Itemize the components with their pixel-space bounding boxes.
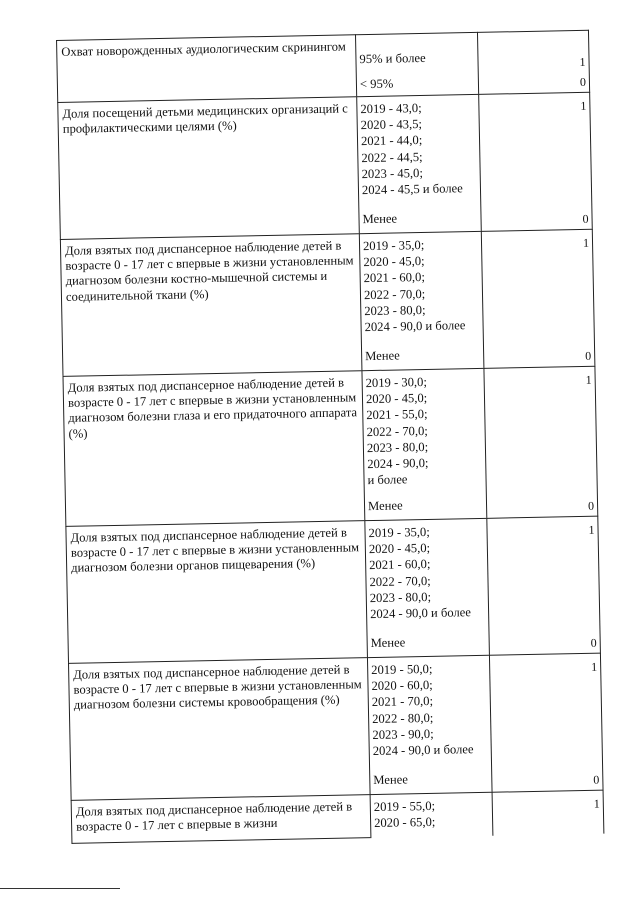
target-values xyxy=(368,656,491,760)
target-value: 2023 - 80,0; xyxy=(366,439,429,455)
target-values xyxy=(356,33,478,68)
indicator-cell xyxy=(56,34,356,102)
target-value: 2020 - 45,0; xyxy=(365,391,428,407)
target-value: 2020 - 45,0; xyxy=(368,541,431,557)
target-value: 2022 - 70,0; xyxy=(363,286,426,302)
score-cell xyxy=(483,366,598,518)
indicator-text: Доля взятых под диспансерное наблюдение детей в возрасте 0 - 17 лет с впервые в жизни xyxy=(75,799,353,834)
target-value: 2019 - 35,0; xyxy=(368,524,430,541)
score-cell xyxy=(492,790,605,836)
table-row xyxy=(56,30,590,102)
below-target-label: Менее xyxy=(365,348,400,364)
target-value: 2021 - 55,0; xyxy=(366,407,428,423)
below-target-label: < 95% xyxy=(359,76,394,92)
score-low: 0 xyxy=(587,498,595,513)
indicator-cell xyxy=(68,657,370,800)
target-values xyxy=(365,519,488,623)
table-row xyxy=(65,516,601,663)
indicator-cell xyxy=(71,794,371,844)
score-low: 0 xyxy=(582,211,589,226)
target-cell xyxy=(359,231,484,370)
score-cell xyxy=(481,229,596,368)
table-row xyxy=(57,92,593,239)
target-value: 2022 - 44,5; xyxy=(361,149,423,165)
score-high: 1 xyxy=(582,235,590,250)
target-values xyxy=(360,232,483,336)
score-cell xyxy=(477,30,590,94)
target-cell xyxy=(367,655,492,794)
target-value: и более xyxy=(367,472,408,488)
score-low: 0 xyxy=(593,772,600,787)
target-value: 2024 - 90,0; xyxy=(367,455,429,472)
target-cell xyxy=(370,792,493,838)
score-cell xyxy=(489,653,604,792)
score-high: 1 xyxy=(591,659,598,674)
score-low: 0 xyxy=(579,74,587,89)
target-value: 2020 - 65,0; xyxy=(374,815,436,831)
score-low: 0 xyxy=(585,348,592,363)
target-value: 2019 - 55,0; xyxy=(373,798,436,815)
indicator-cell xyxy=(65,520,367,663)
target-values xyxy=(371,793,493,832)
score-high: 1 xyxy=(588,522,595,537)
table-row xyxy=(60,229,596,376)
table-row xyxy=(71,790,605,844)
target-value: 2019 - 50,0; xyxy=(371,661,433,678)
below-target-label: Менее xyxy=(370,635,406,651)
target-value: 2024 - 45,5 и более xyxy=(361,181,463,198)
target-values xyxy=(357,95,480,199)
indicator-text: Доля взятых под диспансерное наблюдение детей в возрасте 0 - 17 лет с впервые в жизни установленным диагнозом болезни органов пищеварения (%) xyxy=(70,525,360,576)
score-high: 1 xyxy=(580,98,587,113)
target-value: 2020 - 45,0; xyxy=(363,254,425,270)
target-value: 2021 - 60,0; xyxy=(363,270,426,286)
target-cell xyxy=(356,94,481,233)
target-value: 2023 - 80,0; xyxy=(369,589,432,605)
indicator-text: Доля взятых под диспансерное наблюдение детей в возрасте 0 - 17 лет с впервые в жизни установленным диагнозом болезни глаза и его придаточного аппарата (%) xyxy=(67,375,358,441)
target-cell xyxy=(355,32,478,96)
target-value: 2024 - 90,0 и более xyxy=(372,742,474,759)
indicator-text: Доля взятых под диспансерное наблюдение детей в возрасте 0 - 17 лет с впервые в жизни установленным диагнозом болезни системы кровообращения (%) xyxy=(73,662,362,713)
score-cell xyxy=(486,516,601,655)
target-value: 2021 - 44,0; xyxy=(360,133,423,149)
target-value: 2024 - 90,0 и более xyxy=(369,605,472,622)
indicator-text: Доля посещений детьми медицинских организаций с профилактическими целями (%) xyxy=(62,101,348,137)
target-value: 2019 - 43,0; xyxy=(360,100,422,117)
target-value: 2023 - 80,0; xyxy=(364,302,426,318)
score-high: 1 xyxy=(585,372,592,387)
score-high: 1 xyxy=(593,796,600,811)
below-target-label: Менее xyxy=(362,211,398,227)
table-row xyxy=(68,653,604,800)
indicator-cell xyxy=(62,370,364,526)
indicator-text: Доля взятых под диспансерное наблюдение детей в возрасте 0 - 17 лет с впервые в жизни установленным диагнозом болезни костно-мышечной системы и соединительной ткани (%) xyxy=(64,238,354,304)
target-cell xyxy=(364,518,489,657)
target-value: 2020 - 60,0; xyxy=(371,678,433,694)
target-value: 2020 - 43,5; xyxy=(360,117,423,133)
score-high: 1 xyxy=(579,54,586,69)
target-value: 2019 - 35,0; xyxy=(362,237,425,254)
target-value: 2021 - 70,0; xyxy=(371,694,434,710)
target-value: 95% и более xyxy=(359,50,426,67)
footnote-separator xyxy=(0,888,120,889)
below-target-label: Менее xyxy=(367,498,403,514)
target-value: 2024 - 90,0 и более xyxy=(364,318,466,335)
below-target-label: Менее xyxy=(373,772,408,788)
target-value: 2022 - 70,0; xyxy=(366,423,428,439)
target-value: 2022 - 70,0; xyxy=(369,573,431,589)
indicator-cell xyxy=(57,96,359,239)
indicator-text: Охват новорожденных аудиологическим скринингом xyxy=(61,39,346,59)
target-value: 2023 - 45,0; xyxy=(361,165,424,181)
indicator-cell xyxy=(60,233,362,376)
score-low: 0 xyxy=(590,635,597,650)
score-cell xyxy=(478,92,593,231)
target-cell xyxy=(361,368,486,520)
table-row xyxy=(62,366,598,526)
target-value: 2019 - 30,0; xyxy=(365,374,428,391)
target-value: 2021 - 60,0; xyxy=(369,557,431,573)
target-value: 2023 - 90,0; xyxy=(372,726,434,742)
target-values xyxy=(362,369,485,489)
target-value: 2022 - 80,0; xyxy=(371,710,434,726)
